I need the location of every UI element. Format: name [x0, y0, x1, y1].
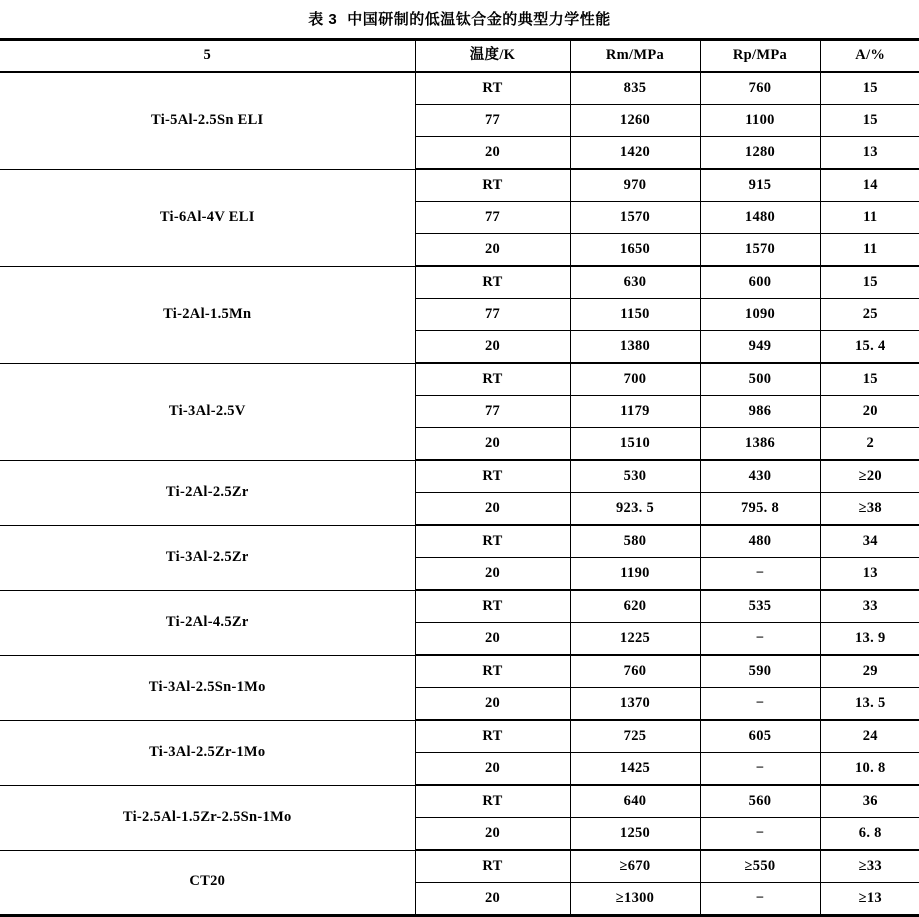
table-row [0, 363, 919, 396]
elongation-value-cell: ≥38 [820, 493, 919, 526]
rp-value-cell: − [700, 883, 820, 916]
alloy-name-cell: Ti-5Al-2.5Sn ELI [0, 72, 415, 169]
table-row [0, 720, 919, 753]
elongation-value-cell: 20 [820, 396, 919, 428]
rm-value-cell: 530 [570, 460, 700, 493]
temperature-cell: RT [415, 525, 570, 558]
rm-value-cell: 1225 [570, 623, 700, 656]
temperature-cell: 20 [415, 493, 570, 526]
elongation-value-cell: 34 [820, 525, 919, 558]
alloy-name-cell: Ti-3Al-2.5Zr-1Mo [0, 720, 415, 785]
rp-value-cell: 430 [700, 460, 820, 493]
temperature-cell: 20 [415, 428, 570, 461]
alloy-name-cell: Ti-2Al-4.5Zr [0, 590, 415, 655]
rm-value-cell: ≥1300 [570, 883, 700, 916]
table-caption-text: 中国研制的低温钛合金的典型力学性能 [347, 11, 611, 28]
table-row [0, 460, 919, 493]
rm-value-cell: 970 [570, 169, 700, 202]
temperature-cell: RT [415, 266, 570, 299]
rp-value-cell: 986 [700, 396, 820, 428]
alloy-name-cell: Ti-3Al-2.5Zr [0, 525, 415, 590]
rp-value-cell: − [700, 558, 820, 591]
alloy-name-cell: Ti-2.5Al-1.5Zr-2.5Sn-1Mo [0, 785, 415, 850]
rm-value-cell: 1380 [570, 331, 700, 364]
rm-value-cell: 1650 [570, 234, 700, 267]
alloy-name-cell: CT20 [0, 850, 415, 916]
temperature-cell: RT [415, 460, 570, 493]
alloy-name-cell: Ti-3Al-2.5V [0, 363, 415, 460]
elongation-value-cell: 15 [820, 266, 919, 299]
temperature-cell: 77 [415, 299, 570, 331]
rm-value-cell: 700 [570, 363, 700, 396]
table-row [0, 72, 919, 105]
elongation-value-cell: 24 [820, 720, 919, 753]
table-row [0, 655, 919, 688]
rm-value-cell: 1150 [570, 299, 700, 331]
rp-value-cell: 760 [700, 72, 820, 105]
rp-value-cell: 560 [700, 785, 820, 818]
rp-value-cell: 1386 [700, 428, 820, 461]
rp-value-cell: 1480 [700, 202, 820, 234]
temperature-cell: 20 [415, 753, 570, 786]
elongation-value-cell: 13. 9 [820, 623, 919, 656]
elongation-value-cell: ≥33 [820, 850, 919, 883]
elongation-value-cell: 13 [820, 558, 919, 591]
temperature-cell: RT [415, 850, 570, 883]
alloy-name-cell: Ti-2Al-1.5Mn [0, 266, 415, 363]
rp-value-cell: 795. 8 [700, 493, 820, 526]
table-row [0, 169, 919, 202]
temperature-cell: 77 [415, 202, 570, 234]
table-row [0, 590, 919, 623]
elongation-value-cell: 15 [820, 72, 919, 105]
temperature-cell: 20 [415, 818, 570, 851]
temperature-cell: 20 [415, 234, 570, 267]
rp-value-cell: − [700, 753, 820, 786]
rp-value-cell: 1570 [700, 234, 820, 267]
column-header-rm: Rm/MPa [570, 40, 700, 73]
elongation-value-cell: 29 [820, 655, 919, 688]
table-row [0, 266, 919, 299]
rp-value-cell: − [700, 623, 820, 656]
mechanical-properties-table [0, 38, 919, 917]
rm-value-cell: 725 [570, 720, 700, 753]
rm-value-cell: 630 [570, 266, 700, 299]
temperature-cell: RT [415, 169, 570, 202]
rm-value-cell: 1179 [570, 396, 700, 428]
elongation-value-cell: 10. 8 [820, 753, 919, 786]
elongation-value-cell: 11 [820, 202, 919, 234]
elongation-value-cell: 36 [820, 785, 919, 818]
table-header-row [0, 40, 919, 73]
temperature-cell: 20 [415, 623, 570, 656]
elongation-value-cell: 15 [820, 105, 919, 137]
alloy-name-cell: Ti-6Al-4V ELI [0, 169, 415, 266]
temperature-cell: 20 [415, 558, 570, 591]
rm-value-cell: 1425 [570, 753, 700, 786]
rm-value-cell: ≥670 [570, 850, 700, 883]
elongation-value-cell: 6. 8 [820, 818, 919, 851]
rp-value-cell: 1100 [700, 105, 820, 137]
temperature-cell: 77 [415, 105, 570, 137]
elongation-value-cell: 15. 4 [820, 331, 919, 364]
rm-value-cell: 1190 [570, 558, 700, 591]
elongation-value-cell: 2 [820, 428, 919, 461]
rm-value-cell: 760 [570, 655, 700, 688]
elongation-value-cell: 13 [820, 137, 919, 170]
rp-value-cell: 949 [700, 331, 820, 364]
table-row [0, 785, 919, 818]
temperature-cell: RT [415, 720, 570, 753]
elongation-value-cell: 14 [820, 169, 919, 202]
elongation-value-cell: 25 [820, 299, 919, 331]
table-body [0, 72, 919, 916]
table-caption [0, 0, 919, 38]
rm-value-cell: 1510 [570, 428, 700, 461]
temperature-cell: RT [415, 785, 570, 818]
rp-value-cell: 915 [700, 169, 820, 202]
column-header-temperature: 温度/K [415, 40, 570, 73]
elongation-value-cell: ≥20 [820, 460, 919, 493]
rm-value-cell: 1260 [570, 105, 700, 137]
temperature-cell: 20 [415, 688, 570, 721]
alloy-name-cell: Ti-2Al-2.5Zr [0, 460, 415, 525]
rp-value-cell: ≥550 [700, 850, 820, 883]
elongation-value-cell: 33 [820, 590, 919, 623]
rp-value-cell: 600 [700, 266, 820, 299]
rm-value-cell: 580 [570, 525, 700, 558]
rp-value-cell: − [700, 688, 820, 721]
rp-value-cell: − [700, 818, 820, 851]
rm-value-cell: 835 [570, 72, 700, 105]
rp-value-cell: 480 [700, 525, 820, 558]
rm-value-cell: 1370 [570, 688, 700, 721]
rm-value-cell: 923. 5 [570, 493, 700, 526]
rp-value-cell: 1280 [700, 137, 820, 170]
temperature-cell: 20 [415, 137, 570, 170]
temperature-cell: RT [415, 590, 570, 623]
temperature-cell: 20 [415, 883, 570, 916]
rm-value-cell: 620 [570, 590, 700, 623]
rm-value-cell: 640 [570, 785, 700, 818]
column-header-alloy: 5 [0, 40, 415, 73]
rp-value-cell: 605 [700, 720, 820, 753]
temperature-cell: RT [415, 655, 570, 688]
elongation-value-cell: 15 [820, 363, 919, 396]
column-header-rp: Rp/MPa [700, 40, 820, 73]
rm-value-cell: 1250 [570, 818, 700, 851]
rp-value-cell: 535 [700, 590, 820, 623]
elongation-value-cell: 13. 5 [820, 688, 919, 721]
table-row [0, 850, 919, 883]
temperature-cell: 20 [415, 331, 570, 364]
elongation-value-cell: ≥13 [820, 883, 919, 916]
temperature-cell: RT [415, 72, 570, 105]
alloy-name-cell: Ti-3Al-2.5Sn-1Mo [0, 655, 415, 720]
rp-value-cell: 500 [700, 363, 820, 396]
elongation-value-cell: 11 [820, 234, 919, 267]
temperature-cell: 77 [415, 396, 570, 428]
rm-value-cell: 1570 [570, 202, 700, 234]
table-caption-number: 表 3 [308, 11, 338, 28]
table-row [0, 525, 919, 558]
rp-value-cell: 590 [700, 655, 820, 688]
column-header-elongation: A/% [820, 40, 919, 73]
temperature-cell: RT [415, 363, 570, 396]
rp-value-cell: 1090 [700, 299, 820, 331]
rm-value-cell: 1420 [570, 137, 700, 170]
